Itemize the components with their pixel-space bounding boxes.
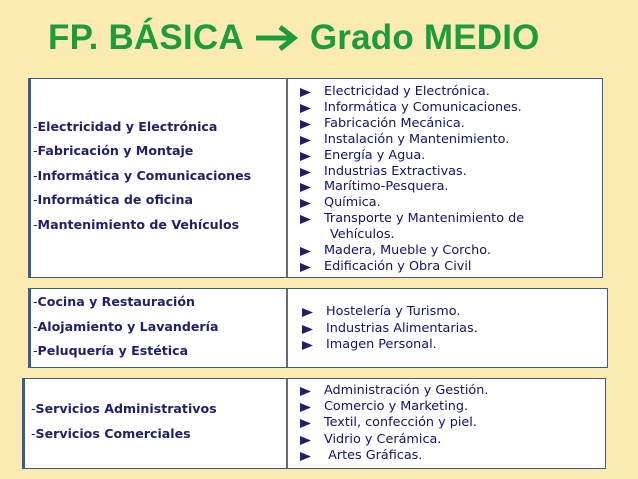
bullet-arrow-icon	[300, 183, 311, 192]
basica-item: -Cocina y Restauración	[33, 294, 195, 310]
bullet-arrow-icon	[300, 419, 311, 428]
medio-list-1	[297, 84, 524, 277]
basica-list-3	[31, 375, 217, 468]
medio-item: Imagen Personal.	[299, 337, 478, 354]
panel-block-3	[22, 378, 606, 469]
medio-item: Electricidad y Electrónica.	[297, 84, 524, 100]
bullet-arrow-icon	[300, 168, 311, 177]
medio-item: Química.	[297, 195, 524, 211]
basica-item: -Informática y Comunicaciones	[33, 167, 252, 183]
title-fp-basica: FP. BÁSICA	[48, 18, 244, 57]
basica-item: -Servicios Administrativos	[31, 400, 217, 416]
bullet-arrow-icon	[300, 263, 311, 272]
bullet-arrow-icon	[300, 136, 311, 145]
medio-list-2	[299, 304, 478, 367]
medio-item: Hostelería y Turismo.	[299, 304, 478, 321]
medio-item: Edificación y Obra Civil	[297, 259, 524, 275]
basica-item: -Electricidad y Electrónica	[33, 118, 218, 134]
basica-item: -Peluquería y Estética	[33, 343, 189, 359]
medio-item: Industrias Alimentarias.	[299, 321, 478, 338]
column-divider	[286, 379, 288, 468]
bullet-arrow-icon	[300, 215, 311, 224]
bullet-arrow-icon	[300, 152, 311, 161]
basica-item: -Servicios Comerciales	[31, 425, 191, 441]
bullet-arrow-icon	[300, 452, 311, 461]
medio-item: Administración y Gestión.	[297, 383, 488, 399]
bullet-arrow-icon	[300, 199, 311, 208]
basica-list-2	[33, 287, 218, 367]
bullet-arrow-icon	[302, 341, 313, 350]
basica-item: -Informática de oficina	[33, 192, 194, 208]
basica-item: -Mantenimiento de Vehículos	[33, 216, 240, 232]
right-arrow-icon	[254, 23, 300, 53]
page-title	[48, 18, 540, 58]
medio-list-3	[297, 383, 488, 468]
bullet-arrow-icon	[300, 104, 311, 113]
bullet-arrow-icon	[302, 325, 313, 334]
medio-item-continuation: Vehículos.	[330, 227, 395, 243]
basica-item: -Fabricación y Montaje	[33, 143, 194, 159]
column-divider	[286, 79, 288, 277]
column-divider	[286, 289, 288, 367]
panel-block-1	[28, 78, 603, 278]
basica-list-1	[33, 75, 251, 277]
bullet-arrow-icon	[300, 247, 311, 256]
basica-item: -Alojamiento y Lavandería	[33, 318, 219, 334]
bullet-arrow-icon	[300, 403, 311, 412]
medio-item: Energía y Agua.	[297, 148, 524, 164]
medio-item: Industrias Extractivas.	[297, 164, 524, 180]
medio-item: Fabricación Mecánica.	[297, 116, 524, 132]
medio-item: Instalación y Mantenimiento.	[297, 132, 524, 148]
bullet-arrow-icon	[300, 120, 311, 129]
medio-item: Vidrio y Cerámica.	[297, 432, 488, 448]
title-grado-medio: Grado MEDIO	[309, 18, 540, 57]
bullet-arrow-icon	[302, 308, 313, 317]
medio-item: Madera, Mueble y Corcho.	[297, 243, 524, 259]
medio-item: Transporte y Mantenimiento de Vehículos.	[297, 211, 524, 243]
medio-item: Informática y Comunicaciones.	[297, 100, 524, 116]
medio-item: Textil, confección y piel.	[297, 415, 488, 431]
bullet-arrow-icon	[300, 387, 311, 396]
medio-item: Comercio y Marketing.	[297, 399, 488, 415]
bullet-arrow-icon	[300, 436, 311, 445]
medio-item: Artes Gráficas.	[297, 448, 488, 464]
bullet-arrow-icon	[300, 88, 311, 97]
panel-block-2	[28, 288, 608, 368]
medio-item: Marítimo-Pesquera.	[297, 179, 524, 195]
